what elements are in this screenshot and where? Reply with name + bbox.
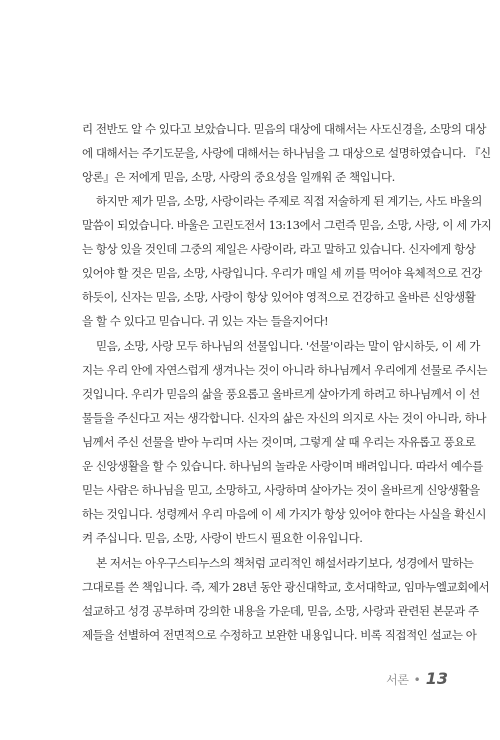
section-name: 서론: [386, 673, 409, 687]
text-line: 있어야 할 것은 믿음, 소망, 사랑입니다. 우리가 매일 세 끼를 먹어야 육체적으로 건강: [82, 266, 482, 280]
text-line: 것입니다. 우리가 믿음의 삶을 풍요롭고 올바르게 살아가게 하려고 하나님께서 이 선: [82, 387, 480, 401]
text-line: 을 할 수 있다고 믿습니다. 귀 있는 자는 들을지어다!: [82, 314, 329, 328]
text-line: 리 전반도 알 수 있다고 보았습니다. 믿음의 대상에 대해서는 사도신경을, 소망의 대상: [82, 122, 487, 136]
page-footer: [386, 669, 448, 688]
text-line: 믿는 사람은 하나님을 믿고, 소망하고, 사랑하며 살아가는 것이 올바르게 신앙생활을: [82, 483, 480, 497]
text-line: 운 신앙생활을 할 수 있습니다. 하나님의 놀라운 사랑이며 배려입니다. 따라서 예수를: [82, 459, 483, 473]
page-number: 13: [425, 669, 448, 688]
text-line: 말씀이 되었습니다. 바울은 고린도전서 13:13에서 그런즉 믿음, 소망, 사랑, 이 세 가지: [82, 218, 492, 232]
paragraph-start-line: 믿음, 소망, 사랑 모두 하나님의 선물입니다. '선물'이라는 말이 암시하듯, 이 세 가: [96, 339, 480, 353]
text-line: 제들을 선별하여 전면적으로 수정하고 보완한 내용입니다. 비록 직접적인 설교는 아: [82, 628, 477, 642]
text-line: 그대로를 쓴 책입니다. 즉, 제가 28년 동안 광신대학교, 호서대학교, 임마누엘교회에서: [82, 580, 490, 594]
separator-dot: •: [413, 673, 421, 687]
text-line: 하는 것입니다. 성령께서 우리 마음에 이 세 가지가 항상 있어야 한다는 사실을 확신시: [82, 507, 487, 521]
text-line: 지는 우리 안에 자연스럽게 생겨나는 것이 아니라 하나님께서 우리에게 선물로 주시는: [82, 363, 488, 377]
text-line: 에 대해서는 주기도문을, 사랑에 대해서는 하나님을 그 대상으로 설명하였습니다. 『신: [82, 146, 491, 160]
text-line: 앙론』은 저에게 믿음, 소망, 사랑의 중요성을 일깨워 준 책입니다.: [82, 170, 395, 184]
paragraph-start-line: 하지만 제가 믿음, 소망, 사랑이라는 주제로 직접 저술하게 된 계기는, 사도 바울의: [96, 194, 482, 208]
text-line: 하듯이, 신자는 믿음, 소망, 사랑이 항상 있어야 영적으로 건강하고 올바른 신앙생활: [82, 290, 476, 304]
text-line: 켜 주십니다. 믿음, 소망, 사랑이 반드시 필요한 이유입니다.: [82, 531, 363, 545]
text-line: 설교하고 성경 공부하며 강의한 내용을 가운데, 믿음, 소망, 사랑과 관련된 본문과 주: [82, 604, 479, 618]
text-line: 는 항상 있을 것인데 그중의 제일은 사랑이라, 라고 말하고 있습니다. 신자에게 항상: [82, 242, 476, 256]
text-line: 물들을 주신다고 저는 생각합니다. 신자의 삶은 자신의 의지로 사는 것이 아니라, 하나: [82, 411, 487, 425]
text-line: 님께서 주신 선물을 받아 누리며 사는 것이며, 그렇게 살 때 우리는 자유롭고 풍요로: [82, 435, 476, 449]
paragraph-start-line: 본 저서는 아우구스티누스의 책처럼 교리적인 해설서라기보다, 성경에서 말하는: [96, 556, 474, 570]
